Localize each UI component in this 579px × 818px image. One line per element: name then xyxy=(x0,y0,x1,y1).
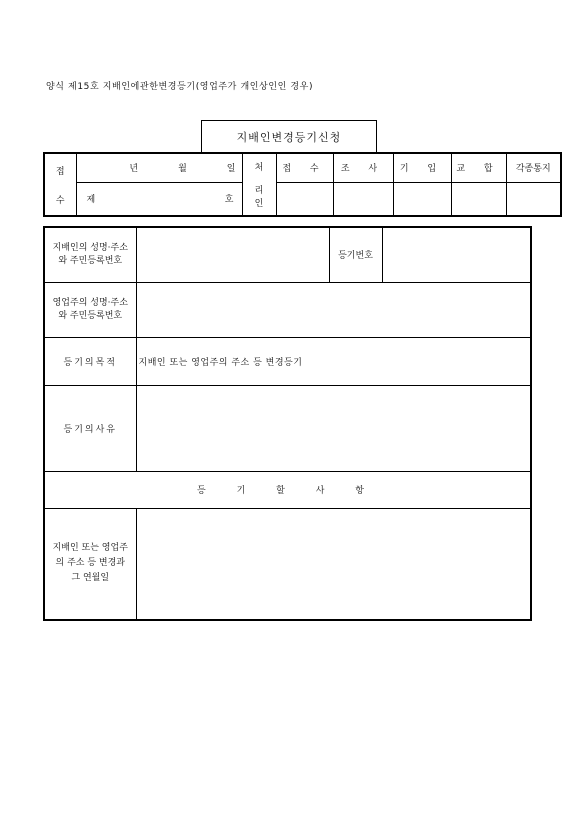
date-year-label: 년 xyxy=(129,164,139,175)
owner-info-label: 영업주의 성명·주소와 주민등록번호 xyxy=(44,282,136,337)
number-prefix: 제 xyxy=(86,195,96,206)
processor-cell xyxy=(242,153,276,216)
col-notice: 각종통지 xyxy=(506,153,561,182)
receipt-label-bottom: 수 xyxy=(55,195,65,206)
manager-info-label: 지배인의 성명·주소와 주민등록번호 xyxy=(44,227,136,282)
purpose-label: 등기의목적 xyxy=(44,337,136,385)
receipt-date-cell[interactable] xyxy=(76,153,242,182)
col-giip: 기 입 xyxy=(393,153,451,182)
notice-sign-cell[interactable] xyxy=(506,182,561,216)
owner-info-field[interactable] xyxy=(136,282,531,337)
registration-table xyxy=(43,226,532,621)
purpose-value: 지배인 또는 영업주의 주소 등 변경등기 xyxy=(136,337,531,385)
change-label: 지배인 또는 영업주의 주소 등 변경과 그 연월일 xyxy=(44,508,136,620)
reason-field[interactable] xyxy=(136,385,531,471)
form-number-label: 양식 제15호 지배인에관한변경등기(영업주가 개인상인인 경우) xyxy=(46,82,314,92)
date-month-label: 월 xyxy=(178,164,187,175)
receipt-label-top: 접 xyxy=(55,166,65,177)
receipt-label-cell xyxy=(44,153,76,216)
reg-no-label: 등기번호 xyxy=(329,227,382,282)
receipt-number-cell[interactable] xyxy=(76,182,242,216)
matters-header: 등 기 할 사 항 xyxy=(44,471,531,508)
receipt-table xyxy=(43,152,562,217)
change-field[interactable] xyxy=(136,508,531,620)
processor-char-2: 리 xyxy=(254,186,264,196)
processor-char-1: 처 xyxy=(254,163,264,173)
giip-sign-cell[interactable] xyxy=(393,182,451,216)
col-jeobsu: 접 수 xyxy=(276,153,333,182)
reg-no-field[interactable] xyxy=(382,227,531,282)
processor-char-3: 인 xyxy=(254,199,264,209)
manager-info-field[interactable] xyxy=(136,227,329,282)
reason-label: 등기의사유 xyxy=(44,385,136,471)
gyohap-sign-cell[interactable] xyxy=(451,182,506,216)
col-gyohap: 교 합 xyxy=(451,153,506,182)
col-josa: 조 사 xyxy=(333,153,393,182)
date-day-label: 일 xyxy=(226,164,236,175)
form-title: 지배인변경등기신청 xyxy=(201,120,377,152)
jeobsu-sign-cell[interactable] xyxy=(276,182,333,216)
number-suffix: 호 xyxy=(224,195,234,206)
josa-sign-cell[interactable] xyxy=(333,182,393,216)
